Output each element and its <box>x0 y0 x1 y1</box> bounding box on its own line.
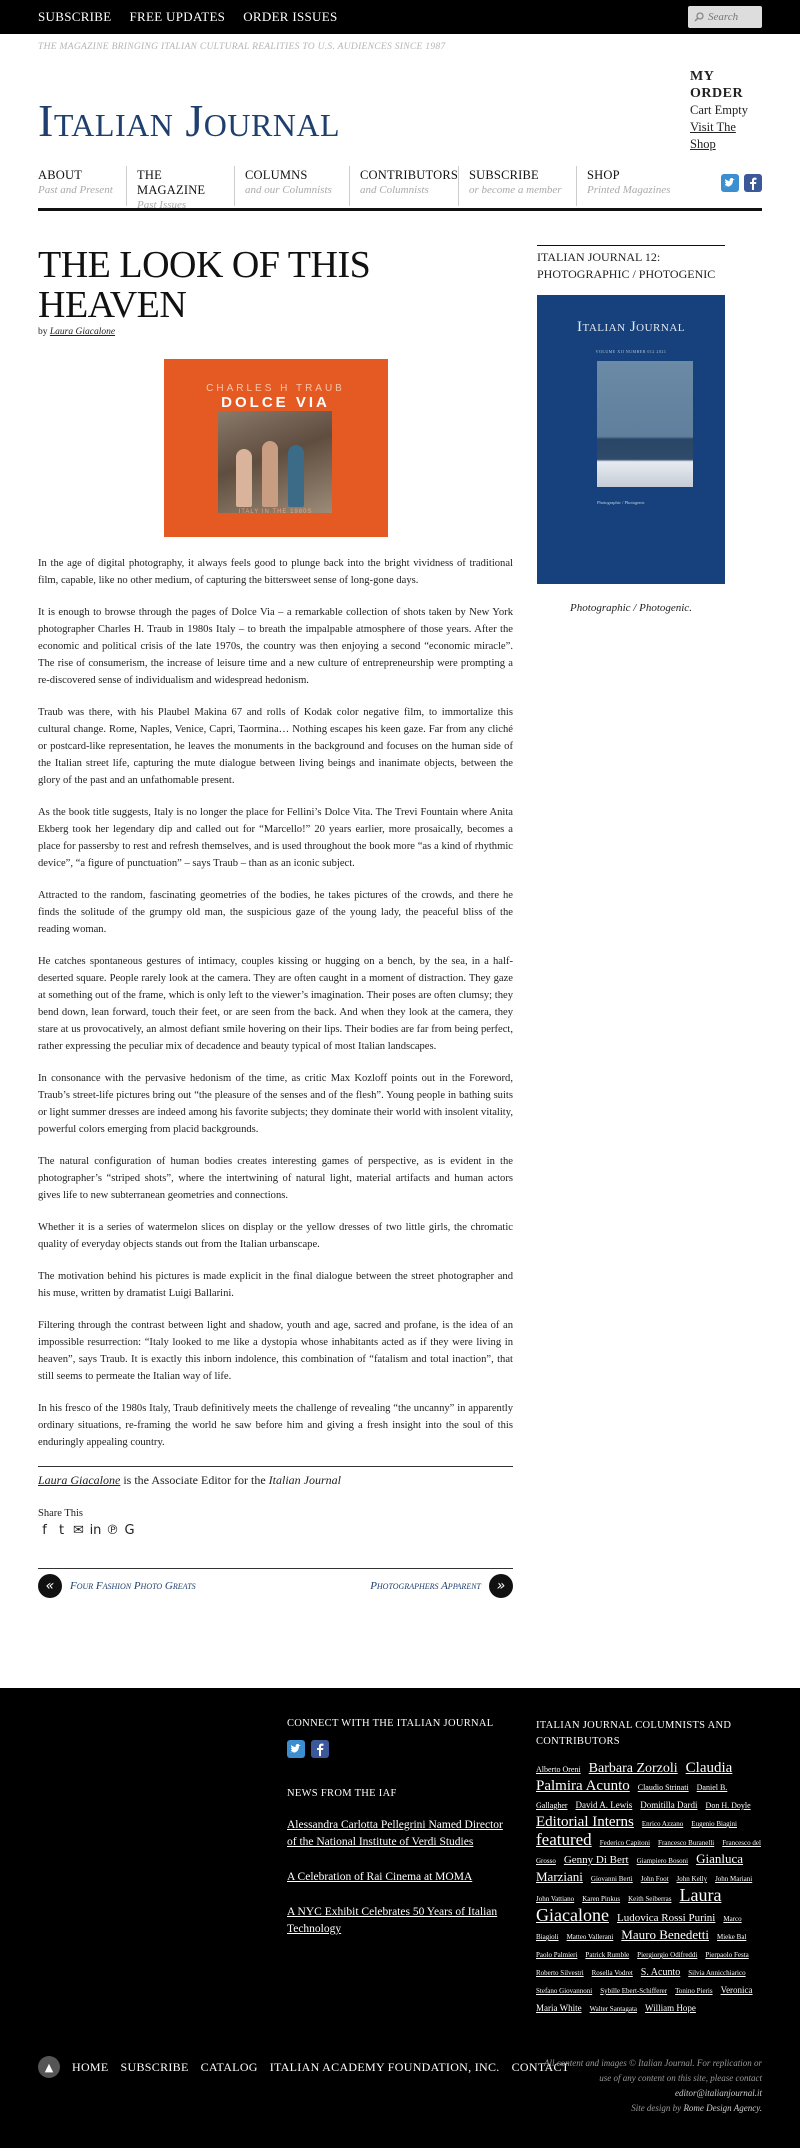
nav-item-shop[interactable] <box>577 166 697 206</box>
site-tagline: THE MAGAZINE BRINGING ITALIAN CULTURAL REALITIES TO U.S. AUDIENCES SINCE 1987 <box>38 42 446 52</box>
footer-nav <box>38 2056 569 2078</box>
google-share-icon[interactable]: G <box>124 1523 135 1538</box>
columnist-tag-cloud <box>536 1760 762 2017</box>
sidebar <box>537 245 725 1598</box>
nav-item-subtitle: Past Issues <box>137 199 187 211</box>
bio-author-link[interactable]: Laura Giacalone <box>38 1473 121 1487</box>
legal-text: All content and images © Italian Journal. For replication or use of any content on this site, please contact <box>544 2058 762 2083</box>
footer-columnists <box>536 1718 762 2017</box>
top-link-free-updates[interactable]: FREE UPDATES <box>129 9 226 24</box>
top-bar <box>0 0 800 34</box>
next-post-title: Photographers Apparent <box>370 1580 481 1592</box>
top-link-subscribe[interactable]: SUBSCRIBE <box>38 9 112 24</box>
news-heading: NEWS FROM THE IAF <box>287 1788 397 1799</box>
legal-design-text: Site design by <box>631 2103 684 2113</box>
figure-shape <box>262 441 278 507</box>
nav-item-title: THE MAGAZINE <box>137 168 206 197</box>
columnist-tag[interactable]: Keith Seiberras <box>628 1895 672 1903</box>
chevron-right-icon: » <box>489 1574 513 1598</box>
nav-item-title: SHOP <box>587 168 620 182</box>
columnist-tag[interactable]: Sybille Ebert-Schifferer <box>600 1987 668 1995</box>
legal-email-link[interactable]: editor@italianjournal.it <box>674 2088 762 2098</box>
twitter-share-icon[interactable]: t <box>58 1523 65 1538</box>
site-logo[interactable]: Italian Journal <box>38 95 341 146</box>
nav-item-title: ABOUT <box>38 168 83 182</box>
article-paragraph: In his fresco of the 1980s Italy, Traub definitively meets the challenge of revealing “the uncanny” in apparently ordinary situations, re-framing the world he saw before him and giving a fresh insight into the soul of this enduringly appealing country. <box>38 1403 513 1448</box>
article-paragraph: Attracted to the random, fascinating geometries of the bodies, he takes pictures of the crowds, and there he finds the solitude of the grumpy old man, the suspicious gaze of the young lady, the peaceful bliss of the reading woman. <box>38 890 513 935</box>
article <box>38 245 513 1598</box>
columnist-tag[interactable]: Pierpaolo Festa <box>705 1951 749 1959</box>
columnist-tag[interactable]: Rosella Vodret <box>591 1969 633 1977</box>
nav-item-the-magazine[interactable] <box>127 166 235 211</box>
legal-designer-link[interactable]: Rome Design Agency. <box>683 2103 762 2113</box>
columnist-tag[interactable]: Genny Di Bert <box>563 1854 629 1866</box>
columnist-tag[interactable]: Laura Giacalone <box>536 1885 722 1925</box>
byline <box>38 327 513 337</box>
footer-connect <box>287 1718 512 1938</box>
cart-status: Cart Empty <box>690 103 748 117</box>
top-links <box>38 9 337 25</box>
nav-item-title: CONTRIBUTORS <box>360 168 459 182</box>
nav-item-subtitle: or become a member <box>469 184 562 196</box>
columnist-tag[interactable]: Claudio Strinati <box>637 1783 689 1792</box>
columnist-tag[interactable]: John Vattiano <box>536 1895 575 1903</box>
article-paragraph: In the age of digital photography, it always feels good to plunge back into the bright vividness of traditional film, capable, like no other medium, of capturing the bittersweet sense of long-gone days. <box>38 558 513 586</box>
nav-item-title: COLUMNS <box>245 168 308 182</box>
nav-item-about[interactable] <box>38 166 127 206</box>
bio-magazine: Italian Journal <box>268 1473 341 1487</box>
footer-legal <box>542 2056 762 2116</box>
linkedin-share-icon[interactable]: in <box>89 1523 102 1538</box>
columnist-tag[interactable]: Paolo Palmieri <box>536 1951 578 1959</box>
columnist-tag[interactable]: Tonino Pieris <box>675 1987 713 1995</box>
figure-shape <box>236 449 252 507</box>
columnist-tag[interactable]: Ludovica Rossi Purini <box>616 1912 716 1924</box>
site-header <box>0 56 800 166</box>
chevron-left-icon: « <box>38 1574 62 1598</box>
columnist-tag[interactable]: Silvia Annicchiarico <box>688 1969 746 1977</box>
columnist-tag[interactable]: Claudia Palmira Acunto <box>536 1760 733 1794</box>
visit-shop-link[interactable]: Visit The Shop <box>690 120 736 151</box>
nav-item-subtitle: and Columnists <box>360 184 429 196</box>
columnist-tag[interactable]: S. Acunto <box>640 1967 681 1978</box>
post-navigation <box>38 1568 513 1598</box>
columnist-tag[interactable]: Editorial Interns <box>536 1814 634 1830</box>
columnist-tag[interactable]: Mieke Bal <box>717 1933 747 1941</box>
search-icon <box>694 12 704 22</box>
columnist-tag[interactable]: Daniel B. Gallagher <box>536 1783 728 1810</box>
columnist-tag[interactable]: John Mariani <box>715 1875 753 1883</box>
columnist-tag[interactable]: Domitilla Dardi <box>640 1800 698 1810</box>
article-paragraph: The natural configuration of human bodies creates interesting games of perspective, as is evident in the photographer’s “striped shots”, where the intertwining of natural light, material artifacts and human actors gives life to new subterranean geometries and connections. <box>38 1156 513 1201</box>
twitter-icon[interactable] <box>287 1740 305 1758</box>
article-paragraph: In consonance with the pervasive hedonism of the time, as critic Max Kozloff points out in the Foreword, Traub’s street-life pictures bring out “the pleasure of the senses and of the flesh”. Young people in bathing suits or light summer dresses are indeed among his favorite subjects; they dominate their world with insolent vitality, powerful colors emerging from placid backgrounds. <box>38 1073 513 1135</box>
article-body <box>38 555 513 1451</box>
facebook-icon[interactable] <box>311 1740 329 1758</box>
columnist-tag[interactable]: Marco Biagioli <box>536 1915 742 1941</box>
issue-cover-artwork <box>597 361 693 487</box>
columnists-heading: ITALIAN JOURNAL COLUMNISTS AND CONTRIBUTORS <box>536 1720 732 1747</box>
facebook-share-icon[interactable]: f <box>42 1523 47 1538</box>
book-cover-subtitle: ITALY IN THE 1980S <box>238 509 313 515</box>
columnist-tag[interactable]: Barbara Zorzoli <box>588 1761 678 1776</box>
columnist-tag[interactable]: Piergiorgio Odifreddi <box>637 1951 698 1959</box>
facebook-icon[interactable] <box>744 174 762 192</box>
header-social <box>721 174 762 192</box>
article-paragraph: It is enough to browse through the pages of Dolce Via – a remarkable collection of shots taken by New York photographer Charles H. Traub in 1980s Italy – to breath the impalpable atmosphere of those years. After the economic and political crisis of the late 1970s, the country was then enjoying a second “economic miracle”. The rise of consumerism, the increase of leisure time and a new culture of entrepreneurship were prompting a re-discovered sense of individualism and widespread hedonism. <box>38 607 513 686</box>
main-nav <box>38 166 762 211</box>
article-title: THE LOOK OF THIS HEAVEN <box>38 244 371 326</box>
previous-post-link[interactable] <box>38 1574 196 1598</box>
book-cover-title: DOLCE VIA <box>221 394 330 411</box>
columnist-tag[interactable]: Stefano Giovannoni <box>536 1987 593 1995</box>
news-link[interactable]: A NYC Exhibit Celebrates 50 Years of Italian Technology <box>287 1906 498 1935</box>
book-cover-photo <box>218 411 332 513</box>
issue-cover-logo: Italian Journal <box>577 319 685 335</box>
search-input[interactable] <box>688 6 762 28</box>
columnist-tag[interactable]: Walter Santagata <box>589 2005 638 2013</box>
byline-author-link[interactable]: Laura Giacalone <box>49 327 116 337</box>
bio-text: is the Associate Editor for the <box>120 1473 269 1487</box>
book-cover-author: CHARLES H TRAUB <box>206 383 345 394</box>
previous-post-title: Four Fashion Photo Greats <box>70 1580 196 1592</box>
article-paragraph: Filtering through the contrast between light and shadow, youth and age, sacred and profane, is the idea of an impossible resurrection: “Italy looked to me like a dystopia whose inhabitants acted as if they were living in heaven”, says Traub. It is exactly this inborn indolence, this combination of “fatalism and total inaction”, that still seems to permeate the Italian way of life. <box>38 1320 513 1382</box>
article-paragraph: Traub was there, with his Plaubel Makina 67 and rolls of Kodak color negative film, to immortalize this cultural change. Rome, Naples, Venice, Capri, Taormina… Nothing escapes his keen gaze. Far from any cliché or postcard-like representation, he leaves the monuments in the background and focuses on the human side of the Italian street life, capturing the mute dialogue between living beings and inanimate objects, between the glory of the past and an unfathomable present. <box>38 707 513 786</box>
columnist-tag[interactable]: Karen Pinkus <box>582 1895 621 1903</box>
author-bio <box>38 1466 513 1488</box>
nav-item-subtitle: and our Columnists <box>245 184 332 196</box>
nav-item-subtitle: Printed Magazines <box>587 184 671 196</box>
footer-link-subscribe[interactable]: SUBSCRIBE <box>120 2059 189 2074</box>
share-label: Share This <box>38 1508 84 1519</box>
my-order-box <box>690 68 762 153</box>
columnist-tag[interactable]: Eugenio Biagini <box>691 1820 737 1828</box>
columnist-tag[interactable]: Enrico Azzano <box>641 1820 684 1828</box>
columnist-tag[interactable]: Gianluca Marziani <box>536 1851 744 1884</box>
my-order-heading: MY ORDER <box>690 69 744 101</box>
share-section <box>38 1508 513 1538</box>
search-placeholder: Search <box>708 11 739 23</box>
columnist-tag[interactable]: John Kelly <box>676 1875 708 1883</box>
sidebar-caption: Photographic / Photogenic. <box>570 602 692 614</box>
article-paragraph: As the book title suggests, Italy is no longer the place for Fellini’s Dolce Vita. The Trevi Fountain where Anita Ekberg took her legendary dip and called out for “Marcello!” 20 years earlier, more prosaically, becomes a place for passersby to rest and refresh themselves, and is used throughout the book more “as a kind of rhythmic device”, “a figure of punctuation” – says Traub – than as an iconic subject. <box>38 807 513 869</box>
main-content <box>0 245 800 1598</box>
nav-item-title: SUBSCRIBE <box>469 168 539 182</box>
next-post-link[interactable] <box>370 1574 513 1598</box>
columnist-tag[interactable]: John Foot <box>640 1875 669 1883</box>
back-to-top-icon[interactable]: ▲ <box>38 2056 60 2078</box>
footer-news <box>287 1788 512 1938</box>
columnist-tag[interactable]: William Hope <box>645 2003 696 2013</box>
twitter-icon[interactable] <box>721 174 739 192</box>
columnist-tag[interactable]: Patrick Rumble <box>585 1951 630 1959</box>
nav-item-subscribe[interactable] <box>459 166 577 206</box>
nav-item-contributors[interactable] <box>350 166 459 206</box>
figure-shape <box>288 445 304 507</box>
columnist-tag[interactable]: Francesco Buranelli <box>658 1839 715 1847</box>
columnist-tag[interactable]: Mauro Benedetti <box>621 1927 710 1942</box>
footer-social <box>287 1740 512 1758</box>
nav-item-subtitle: Past and Present <box>38 184 113 196</box>
pinterest-share-icon[interactable]: ℗ <box>106 1523 119 1538</box>
columnist-tag[interactable]: Veronica Maria White <box>536 1985 753 2013</box>
article-paragraph: Whether it is a series of watermelon slices on display or the yellow dresses of two little girls, the chromatic quality of everyday objects stands out from the Italian urbanscape. <box>38 1222 513 1250</box>
columnist-tag[interactable]: Alberto Oreni <box>536 1765 581 1774</box>
columnist-tag[interactable]: Don H. Doyle <box>705 1801 751 1810</box>
columnist-tag[interactable]: Federico Capitoni <box>599 1839 651 1847</box>
byline-by: by <box>38 327 48 337</box>
columnist-tag[interactable]: Giampiero Bosoni <box>636 1857 689 1865</box>
email-share-icon[interactable]: ✉ <box>73 1523 84 1538</box>
book-cover-image <box>164 359 388 537</box>
sidebar-issue-title[interactable]: ITALIAN JOURNAL 12: PHOTOGRAPHIC / PHOTOGENIC <box>537 245 725 283</box>
columnist-tag[interactable]: Giovanni Berti <box>590 1875 633 1883</box>
columnist-tag[interactable]: featured <box>536 1830 592 1849</box>
connect-heading: CONNECT WITH THE ITALIAN JOURNAL <box>287 1718 494 1729</box>
footer-link-foundation[interactable]: ITALIAN ACADEMY FOUNDATION, INC. <box>269 2059 500 2074</box>
issue-cover-caption: Photographic / Photogenic <box>597 500 645 505</box>
news-link[interactable]: A Celebration of Rai Cinema at MOMA <box>287 1871 473 1883</box>
site-footer <box>0 1688 800 2148</box>
issue-cover-image[interactable] <box>537 295 725 584</box>
share-icons <box>38 1523 513 1538</box>
news-link[interactable]: Alessandra Carlotta Pellegrini Named Director of the National Institute of Verdi Studies <box>287 1819 503 1848</box>
article-paragraph: He catches spontaneous gestures of intimacy, couples kissing or hugging on a bench, by the sea, in a half-deserted square. People rarely look at the camera. They are often caught in a moment of distraction. They gaze at something out of the frame, which is only left to the viewer’s imagination. Their poses are often clumsy; they bend down, lean forward, touch their feet, or are seen from the back. And when they look at the camera, they stare at us provocatively, an almost defiant smile hovering on their lips. Their bodies are far from being perfect, rather expressing the peculiar mix of decadence and beauty typical of most Italian landscapes. <box>38 956 513 1052</box>
nav-item-columns[interactable] <box>235 166 350 206</box>
footer-link-contact[interactable]: CONTACT <box>511 2059 570 2074</box>
columnist-tag[interactable]: David A. Lewis <box>575 1800 633 1810</box>
columnist-tag[interactable]: Roberto Silvestri <box>536 1969 584 1977</box>
footer-link-catalog[interactable]: CATALOG <box>200 2059 258 2074</box>
columnist-tag[interactable]: Matteo Vallerani <box>566 1933 614 1941</box>
top-link-order-issues[interactable]: ORDER ISSUES <box>243 9 338 24</box>
columnist-tag[interactable]: Francesco del Grosso <box>536 1839 761 1865</box>
footer-link-home[interactable]: HOME <box>72 2059 109 2074</box>
issue-cover-volume: VOLUME XII NUMBER 012 2021 <box>595 349 667 354</box>
article-paragraph: The motivation behind his pictures is made explicit in the final dialogue between the street photographer and his muse, written by dramatist Luigi Ballarini. <box>38 1271 513 1299</box>
